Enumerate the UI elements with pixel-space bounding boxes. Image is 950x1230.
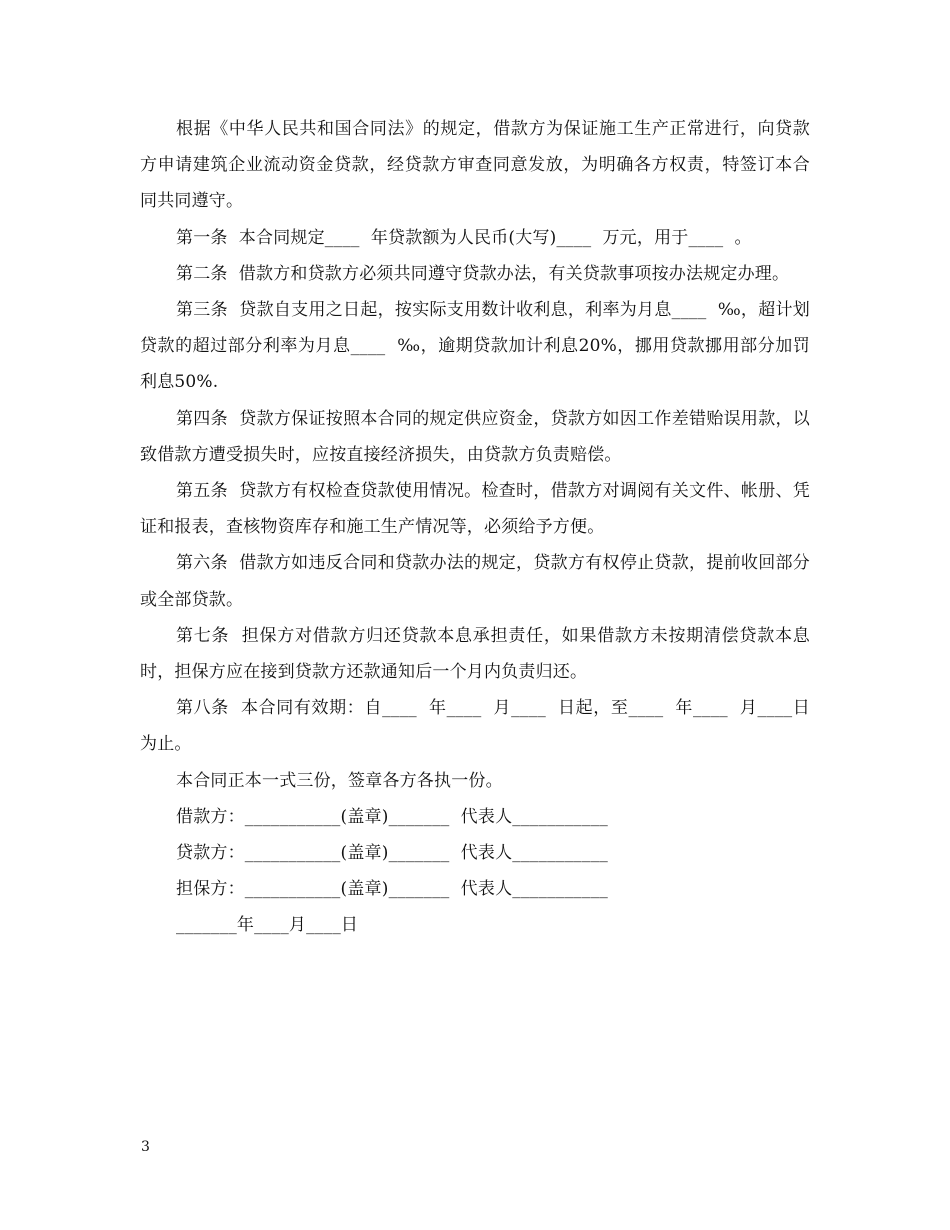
date-line: _______年____月____日	[176, 915, 359, 936]
preamble-paragraph: 根据《中华人民共和国合同法》的规定，借款方为保证施工生产正常进行，向贷款方申请建筑企业流动资金贷款，经贷款方审查同意发放，为明确各方权责，特签订本合同共同遵守。	[140, 119, 810, 212]
article-2-paragraph: 第二条 借款方和贷款方必须共同遵守贷款办法，有关贷款事项按办法规定办理。	[176, 263, 790, 284]
copies-paragraph: 本合同正本一式三份，签章各方各执一份。	[176, 770, 503, 791]
guarantor-signature-line: 担保方：___________(盖章)_______ 代表人___________	[176, 879, 608, 900]
contract-body	[140, 111, 810, 944]
page-number: 3	[141, 1139, 150, 1155]
article-5-paragraph: 第五条 贷款方有权检查贷款使用情况。检查时，借款方对调阅有关文件、帐册、凭证和报表，查核物资库存和施工生产情况等，必须给予方便。	[140, 481, 810, 538]
article-8-paragraph: 第八条 本合同有效期：自____ 年____ 月____ 日起，至____ 年____ 月____日为止。	[140, 698, 810, 755]
article-6-paragraph: 第六条 借款方如违反合同和贷款办法的规定，贷款方有权停止贷款，提前收回部分或全部贷款。	[140, 553, 810, 610]
lender-signature-line: 贷款方：___________(盖章)_______ 代表人___________	[176, 843, 608, 864]
article-1-paragraph: 第一条 本合同规定____ 年贷款额为人民币(大写)____ 万元，用于____ 。	[176, 227, 752, 248]
article-3-paragraph: 第三条 贷款自支用之日起，按实际支用数计收利息，利率为月息____ ‰，超计划贷款的超过部分利率为月息____ ‰，逾期贷款加计利息20%，挪用贷款挪用部分加罚利息50%.	[140, 300, 810, 393]
signature-block	[140, 799, 810, 944]
article-7-paragraph: 第七条 担保方对借款方归还贷款本息承担责任，如果借款方未按期清偿贷款本息时，担保方应在接到贷款方还款通知后一个月内负责归还。	[140, 625, 810, 683]
borrower-signature-line: 借款方：___________(盖章)_______ 代表人___________	[176, 806, 608, 827]
article-4-paragraph: 第四条 贷款方保证按照本合同的规定供应资金，贷款方如因工作差错贻误用款，以致借款方遭受损失时，应按直接经济损失，由贷款方负责赔偿。	[140, 408, 810, 465]
